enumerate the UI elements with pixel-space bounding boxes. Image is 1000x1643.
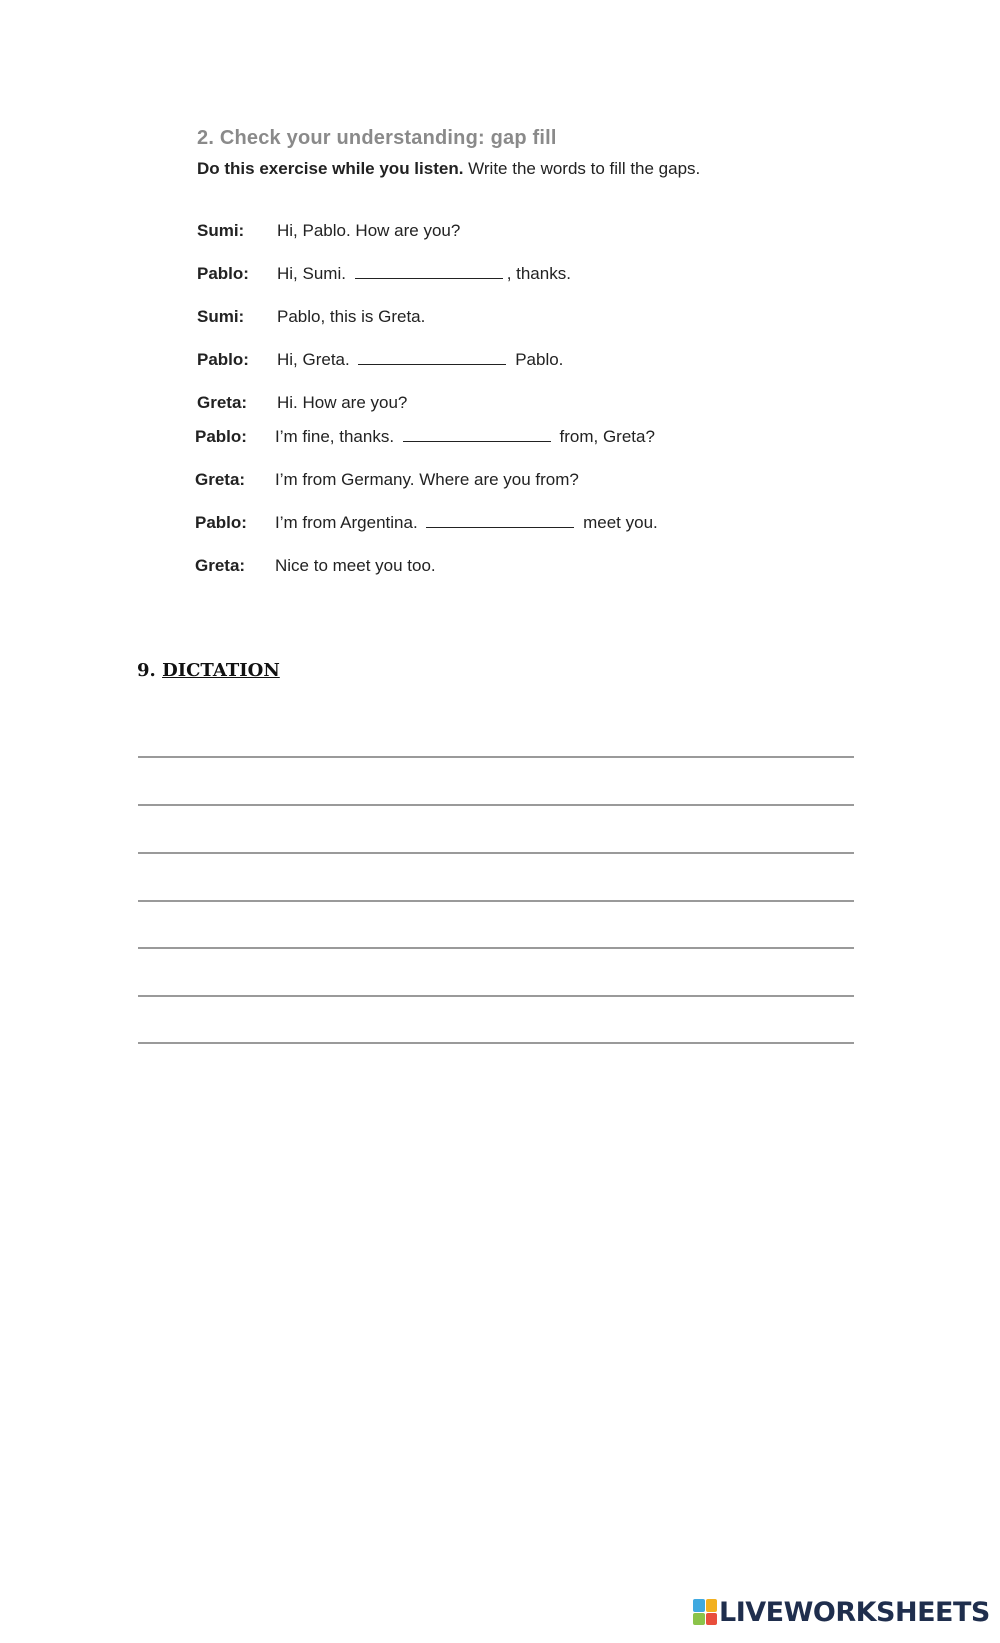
logo-square bbox=[706, 1613, 718, 1626]
speaker: Greta: bbox=[195, 556, 246, 575]
writing-line[interactable] bbox=[138, 900, 854, 902]
speaker: Sumi: bbox=[197, 307, 245, 326]
utterance-before: Hi, Greta. bbox=[277, 350, 355, 369]
gap-blank[interactable] bbox=[426, 511, 574, 528]
writing-line[interactable] bbox=[138, 995, 854, 997]
writing-line[interactable] bbox=[138, 1042, 854, 1044]
utterance: Nice to meet you too. bbox=[275, 556, 436, 575]
logo-square bbox=[693, 1613, 705, 1626]
logo-text: LIVEWORKSHEETS bbox=[719, 1596, 990, 1628]
speaker: Pablo: bbox=[197, 350, 249, 369]
utterance bbox=[275, 511, 658, 535]
exercise-instructions bbox=[197, 159, 700, 179]
writing-line[interactable] bbox=[138, 756, 854, 758]
speaker: Pablo: bbox=[197, 264, 249, 283]
utterance bbox=[275, 425, 655, 449]
liveworksheets-logo-icon bbox=[693, 1599, 717, 1625]
gap-blank[interactable] bbox=[358, 348, 506, 365]
speaker: Pablo: bbox=[195, 427, 247, 446]
exercise-title: 2. Check your understanding: gap fill bbox=[197, 127, 557, 149]
speaker: Sumi: bbox=[197, 221, 245, 240]
utterance: Hi, Pablo. How are you? bbox=[277, 221, 461, 240]
writing-line[interactable] bbox=[138, 947, 854, 949]
speaker: Greta: bbox=[197, 393, 248, 412]
utterance: Hi. How are you? bbox=[277, 393, 408, 412]
liveworksheets-logo bbox=[693, 1596, 990, 1628]
gap-blank[interactable] bbox=[355, 262, 503, 279]
utterance-after: from, Greta? bbox=[554, 427, 655, 446]
dictation-number: 9. bbox=[137, 660, 156, 681]
instructions-rest: Write the words to fill the gaps. bbox=[463, 159, 701, 178]
writing-line[interactable] bbox=[138, 852, 854, 854]
speaker: Greta: bbox=[195, 470, 246, 489]
logo-square bbox=[693, 1599, 705, 1612]
dictation-heading bbox=[137, 660, 280, 681]
utterance: Pablo, this is Greta. bbox=[277, 307, 426, 326]
utterance-after: meet you. bbox=[578, 513, 658, 532]
utterance bbox=[277, 262, 571, 286]
utterance-after: Pablo. bbox=[510, 350, 564, 369]
utterance-before: Hi, Sumi. bbox=[277, 264, 351, 283]
utterance-before: I’m from Argentina. bbox=[275, 513, 423, 532]
utterance: I’m from Germany. Where are you from? bbox=[275, 470, 579, 489]
writing-line[interactable] bbox=[138, 804, 854, 806]
instructions-bold: Do this exercise while you listen. bbox=[197, 159, 464, 178]
utterance bbox=[277, 348, 563, 372]
gap-blank[interactable] bbox=[403, 425, 551, 442]
utterance-before: I’m fine, thanks. bbox=[275, 427, 399, 446]
dictation-label: DICTATION bbox=[162, 660, 280, 681]
utterance-after: , thanks. bbox=[506, 264, 571, 283]
logo-square bbox=[706, 1599, 718, 1612]
speaker: Pablo: bbox=[195, 513, 247, 532]
